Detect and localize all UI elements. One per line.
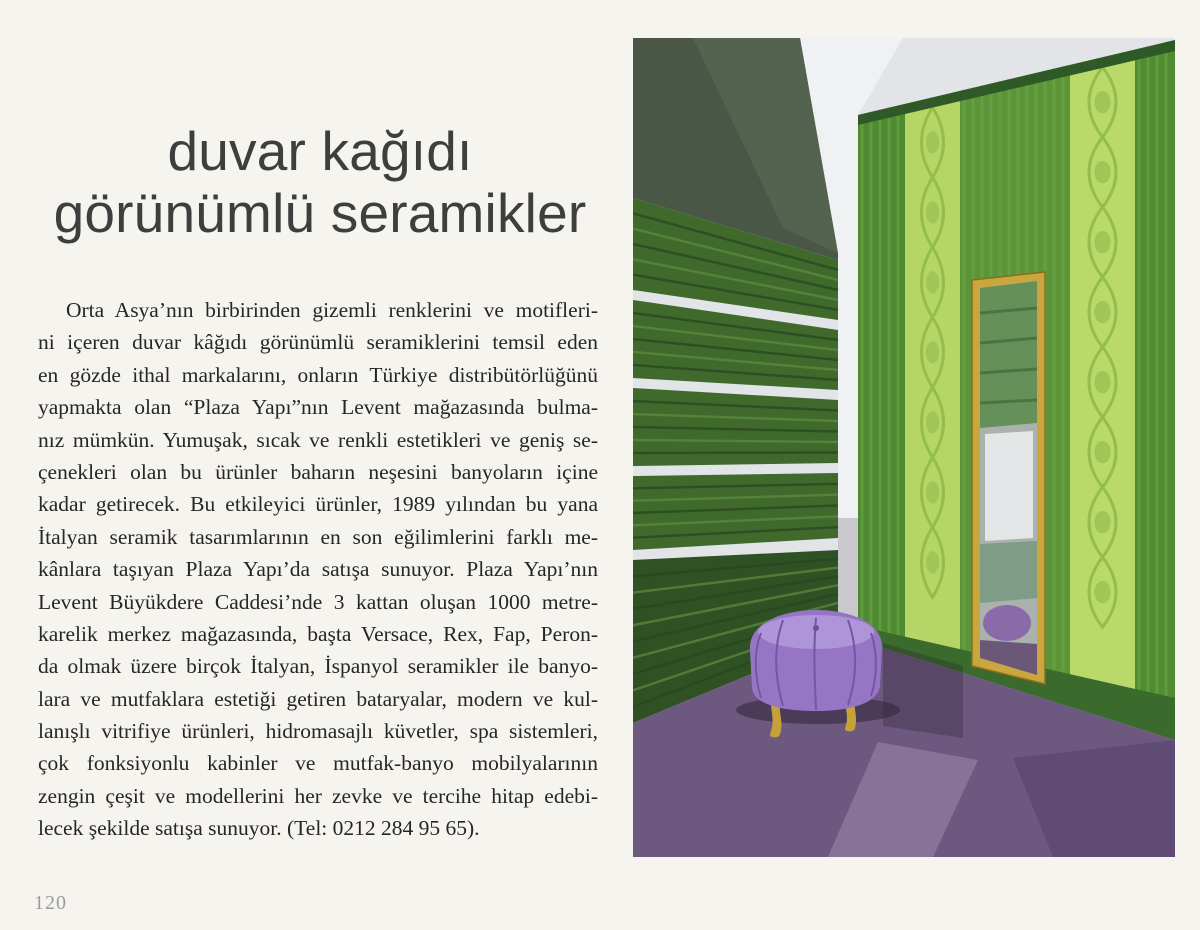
mirror-reflection-ottoman	[983, 605, 1031, 641]
body-line: karelik merkez mağazasında, başta Versace, Rex, Fap, Peron-	[38, 621, 598, 646]
body-line: zengin çeşit ve modellerini her zevke ve tercihe hitap edebi-	[38, 783, 598, 808]
damask-leaf	[926, 411, 939, 433]
bathroom-photo-illustration	[633, 38, 1175, 857]
body-line: lara ve mutfaklara estetiği getiren bataryalar, modern ve kul-	[38, 686, 598, 711]
damask-leaf	[1094, 161, 1110, 183]
damask-leaf	[1094, 231, 1110, 253]
bathroom-photo	[633, 38, 1175, 857]
body-line: lanışlı vitrifiye ürünleri, hidromasajlı küvetler, spa sistemleri,	[38, 719, 598, 744]
article-body	[38, 294, 598, 845]
damask-leaf	[1094, 511, 1110, 533]
body-line: Levent Büyükdere Caddesi’nde 3 kattan oluşan 1000 metre-	[38, 589, 598, 614]
ottoman-button	[813, 625, 819, 631]
mirror-reflection-window	[985, 431, 1033, 541]
wall-panel-dark	[1135, 40, 1175, 740]
page-number: 120	[34, 892, 67, 914]
body-line: ni içeren duvar kâğıdı görünümlü seramiklerini temsil eden	[38, 330, 598, 355]
damask-leaf	[1094, 581, 1110, 603]
damask-leaf	[1094, 441, 1110, 463]
mirror-reflection-wall	[980, 541, 1037, 603]
damask-leaf	[926, 201, 939, 223]
body-line: İtalyan seramik tasarımlarının en son eğilimlerini farklı me-	[38, 524, 598, 549]
body-line: nız mümkün. Yumuşak, sıcak ve renkli estetikleri ve geniş se-	[38, 427, 598, 452]
body-line: da olmak üzere birçok İtalyan, İspanyol seramikler ile banyo-	[38, 654, 598, 679]
damask-leaf	[926, 131, 939, 153]
body-line: en gözde ithal markalarını, onların Türkiye distribütörlüğünü	[38, 362, 598, 387]
damask-leaf	[926, 341, 939, 363]
wall-mirror	[972, 272, 1045, 684]
damask-leaf	[926, 481, 939, 503]
body-line: yapmakta olan “Plaza Yapı”nın Levent mağazasında bulma-	[38, 395, 598, 420]
headline	[20, 120, 620, 244]
damask-leaf	[1094, 91, 1110, 113]
body-line: çenekleri olan bu ürünler baharın neşesini banyoların içine	[38, 459, 598, 484]
damask-leaf	[1094, 301, 1110, 323]
body-line: kadar getirecek. Bu etkileyici ürünler, 1989 yılından bu yana	[38, 492, 598, 517]
headline-line-2: görünümlü seramikler	[53, 182, 587, 244]
mirror-reflection-shelves	[980, 281, 1037, 428]
body-line: lecek şekilde satışa sunuyor. (Tel: 0212 284 95 65).	[38, 816, 480, 841]
body-line: kânlara taşıyan Plaza Yapı’da satışa sunuyor. Plaza Yapı’nın	[38, 557, 598, 582]
body-line: çok fonksiyonlu kabinler ve mutfak-banyo mobilyalarının	[38, 751, 598, 776]
damask-leaf	[926, 551, 939, 573]
damask-leaf	[1094, 371, 1110, 393]
headline-line-1: duvar kağıdı	[167, 120, 473, 182]
damask-leaf	[926, 271, 939, 293]
body-line: Orta Asya’nın birbirinden gizemli renklerini ve motifleri-	[66, 298, 598, 322]
shelf-stripe	[633, 453, 838, 454]
